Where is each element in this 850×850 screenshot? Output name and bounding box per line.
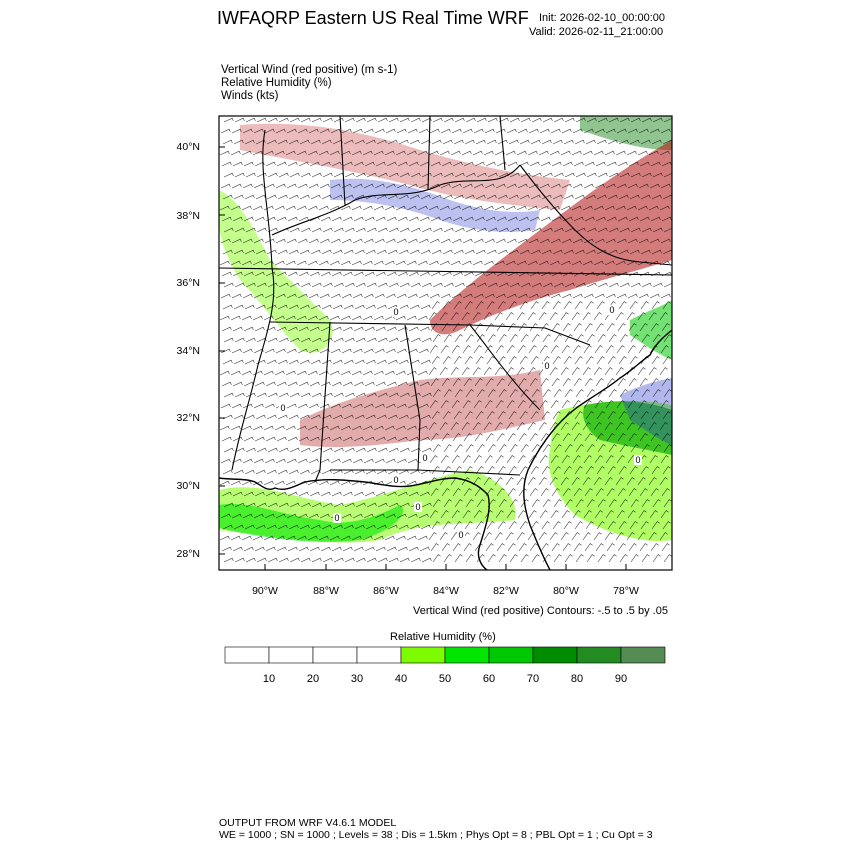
lon-label-80w: 80°W — [553, 585, 579, 597]
lat-label-34n: 34°N — [176, 345, 200, 357]
lat-label-38n: 38°N — [176, 210, 200, 222]
contour-zero-label: 0 — [422, 453, 428, 463]
contour-zero-label: 0 — [635, 455, 641, 465]
map-area — [219, 116, 673, 570]
colorbar-tick-20: 20 — [306, 673, 320, 685]
colorbar-tick-10: 10 — [262, 673, 276, 685]
lon-label-78w: 78°W — [613, 585, 639, 597]
contour-caption: Vertical Wind (red positive) Contours: -.5 to .5 by .05 — [413, 605, 668, 617]
lat-label-36n: 36°N — [176, 277, 200, 289]
lon-label-82w: 82°W — [493, 585, 519, 597]
contour-zero-label: 0 — [609, 305, 615, 315]
lat-label-40n: 40°N — [176, 141, 200, 153]
contour-zero-label: 0 — [415, 502, 421, 512]
colorbar-tick-70: 70 — [526, 673, 540, 685]
lon-label-86w: 86°W — [373, 585, 399, 597]
contour-zero-label: 0 — [458, 530, 464, 540]
colorbar-tick-50: 50 — [438, 673, 452, 685]
colorbar-tick-30: 30 — [350, 673, 364, 685]
colorbar-tick-80: 80 — [570, 673, 584, 685]
contour-zero-label: 0 — [334, 513, 340, 523]
field-relative-humidity: Relative Humidity (%) — [221, 77, 332, 89]
lon-label-88w: 88°W — [313, 585, 339, 597]
colorbar-tick-90: 90 — [614, 673, 628, 685]
contour-zero-label: 0 — [393, 307, 399, 317]
lat-label-30n: 30°N — [176, 480, 200, 492]
lat-label-32n: 32°N — [176, 412, 200, 424]
contour-zero-label: 0 — [393, 475, 399, 485]
contour-zero-label: 0 — [280, 403, 286, 413]
colorbar-title: Relative Humidity (%) — [390, 631, 496, 643]
contour-zero-label: 0 — [544, 361, 550, 371]
page-title: IWFAQRP Eastern US Real Time WRF — [217, 8, 529, 28]
valid-time: Valid: 2026-02-11_21:00:00 — [529, 26, 664, 38]
init-time: Init: 2026-02-10_00:00:00 — [539, 12, 665, 24]
colorbar-tick-60: 60 — [482, 673, 496, 685]
footer-model: OUTPUT FROM WRF V4.6.1 MODEL — [219, 817, 397, 829]
colorbar-tick-40: 40 — [394, 673, 408, 685]
lat-label-28n: 28°N — [176, 548, 200, 560]
lon-label-90w: 90°W — [252, 585, 278, 597]
lon-label-84w: 84°W — [433, 585, 459, 597]
footer-settings: WE = 1000 ; SN = 1000 ; Levels = 38 ; Dis = 1.5km ; Phys Opt = 8 ; PBL Opt = 1 ; Cu Opt = 3 — [219, 829, 653, 841]
field-vertical-wind: Vertical Wind (red positive) (m s-1) — [221, 64, 398, 76]
field-winds: Winds (kts) — [221, 90, 279, 102]
